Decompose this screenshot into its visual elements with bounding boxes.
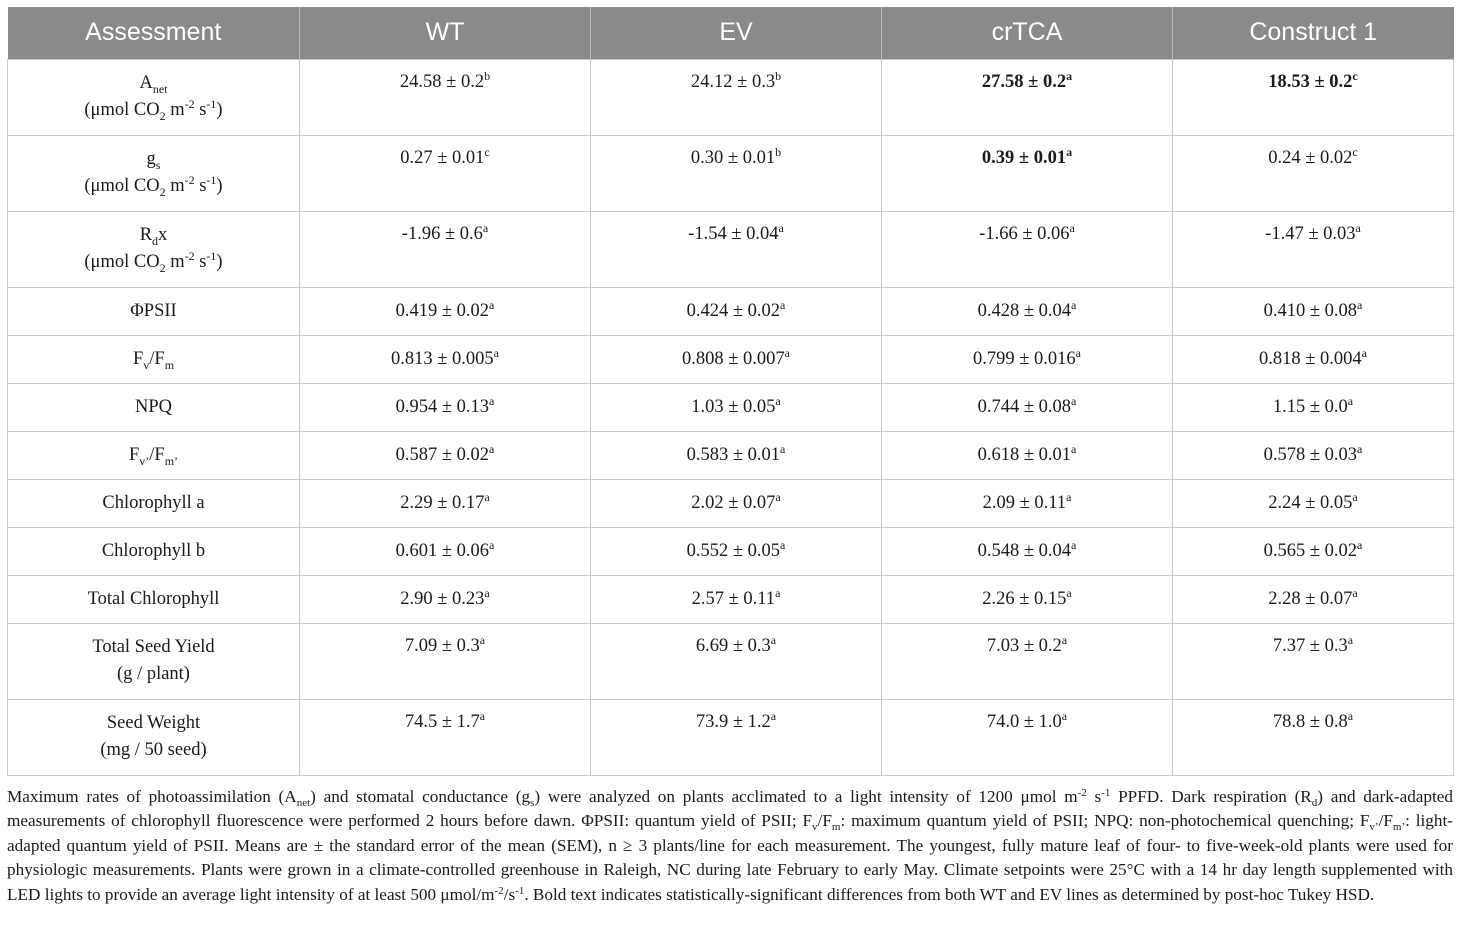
cell-letter: a [482, 220, 489, 235]
cell-letter: a [1071, 393, 1077, 408]
table-row [8, 479, 1454, 527]
cell-value: 0.410 ± 0.08 [1263, 300, 1358, 321]
cell-letter: a [784, 345, 790, 360]
cell-value: -1.54 ± 0.04 [688, 223, 779, 244]
cell-letter: c [484, 144, 490, 159]
header-crtca: crTCA [882, 7, 1173, 59]
cell-ev [591, 335, 882, 383]
label-tail: x [158, 224, 168, 245]
cell-value: 27.58 ± 0.2 [981, 71, 1067, 92]
cell-value: 0.565 ± 0.02 [1263, 540, 1358, 561]
footnote-text: . Bold text indicates statistically-significant differences from both WT and EV lines as determined by post-hoc Tukey HSD. [524, 884, 1375, 904]
cell-letter: a [780, 537, 786, 552]
cell-ev [591, 135, 882, 211]
unit-superscript: -1 [206, 172, 217, 187]
cell-ev [591, 623, 882, 699]
footnote-text: /F [817, 811, 832, 831]
cell-letter: a [1061, 708, 1068, 723]
unit-subscript: 2 [159, 108, 166, 123]
cell-value: 2.29 ± 0.17 [400, 492, 485, 513]
unit-text: ) [216, 175, 223, 196]
label-text: NPQ [134, 396, 172, 417]
table-footnote [7, 785, 1453, 907]
cell-value: 2.90 ± 0.23 [400, 588, 485, 609]
cell-wt [300, 479, 591, 527]
cell-letter: b [775, 144, 782, 159]
footnote-text: : light-adapted quantum yield of PSII. Means are ± the standard error of the mean (SEM), n ≥ 3 plants/line for each measurement. The youngest, fully mature leaf of four- to five-week-old plants were used for physiologic measurements. Plants were grown in a climate-controlled greenhouse in Raleigh, NC during late February to early May. Climate setpoints were 25°C with a 14 hr day length supplemented with LED lights to provide an average light intensity of at least 500 μmol/m [7, 811, 1453, 904]
label-subscript: d [152, 233, 159, 248]
cell-crtca [882, 623, 1173, 699]
cell-letter: a [1066, 68, 1073, 83]
row-label-rdx [8, 211, 300, 287]
cell-construct-1 [1173, 527, 1454, 575]
cell-construct-1 [1173, 479, 1454, 527]
cell-value: 0.552 ± 0.05 [686, 540, 781, 561]
label-subscript: s [155, 157, 161, 172]
cell-construct-1 [1173, 431, 1454, 479]
label-symbol: /F [149, 444, 165, 465]
row-label-npq [8, 383, 300, 431]
row-label-fv-prime-fm-prime [8, 431, 300, 479]
cell-crtca [882, 527, 1173, 575]
row-label-total-seed-yield [8, 623, 300, 699]
unit-text: (μmol CO [84, 99, 160, 120]
cell-letter: a [778, 220, 784, 235]
table-row [8, 211, 1454, 287]
footnote-subscript: net [296, 797, 311, 809]
cell-value: -1.96 ± 0.6 [401, 223, 483, 244]
table-row [8, 135, 1454, 211]
footnote-text: /F [1378, 811, 1393, 831]
cell-value: 1.15 ± 0.0 [1272, 396, 1348, 417]
label-unit: (mg / 50 seed) [100, 739, 207, 760]
cell-letter: a [1071, 441, 1077, 456]
table-row [8, 527, 1454, 575]
label-subscript: v’ [139, 453, 150, 468]
cell-value: 18.53 ± 0.2 [1268, 71, 1353, 92]
cell-construct-1 [1173, 135, 1454, 211]
cell-value: -1.47 ± 0.03 [1265, 223, 1356, 244]
cell-value: 0.587 ± 0.02 [395, 444, 490, 465]
cell-value: 2.57 ± 0.11 [691, 588, 776, 609]
unit-text: s [194, 251, 207, 272]
unit-superscript: -2 [184, 96, 195, 111]
footnote-subscript: m [831, 821, 841, 834]
label-symbol: g [146, 148, 156, 169]
header-construct-1: Construct 1 [1173, 7, 1454, 59]
cell-letter: a [1357, 537, 1363, 552]
cell-letter: a [489, 537, 495, 552]
cell-letter: a [775, 585, 781, 600]
cell-value: 7.03 ± 0.2 [986, 635, 1062, 656]
row-label-seed-weight [8, 699, 300, 775]
cell-letter: a [489, 441, 495, 456]
cell-value: 7.09 ± 0.3 [404, 635, 480, 656]
footnote-text: PPFD. Dark respiration (R [1110, 787, 1312, 806]
cell-ev [591, 575, 882, 623]
cell-crtca [882, 699, 1173, 775]
cell-construct-1 [1173, 699, 1454, 775]
cell-letter: a [775, 489, 781, 504]
cell-wt [300, 431, 591, 479]
results-table [7, 7, 1454, 776]
unit-text: (μmol CO [84, 175, 160, 196]
label-text: Total Seed Yield [92, 636, 215, 657]
cell-value: 0.618 ± 0.01 [977, 444, 1072, 465]
row-label-gs [8, 135, 300, 211]
cell-letter: b [775, 68, 782, 83]
cell-value: 2.28 ± 0.07 [1268, 588, 1353, 609]
unit-superscript: -1 [206, 96, 217, 111]
label-unit: (g / plant) [117, 663, 190, 684]
cell-crtca [882, 335, 1173, 383]
cell-ev [591, 59, 882, 135]
cell-letter: a [489, 297, 495, 312]
header-wt: WT [300, 7, 591, 59]
cell-construct-1 [1173, 335, 1454, 383]
cell-construct-1 [1173, 623, 1454, 699]
label-symbol: R [139, 224, 153, 245]
label-symbol: F [128, 444, 140, 465]
table-row [8, 575, 1454, 623]
footnote-superscript: -1 [515, 884, 525, 897]
cell-letter: a [1347, 632, 1354, 647]
cell-value: 0.424 ± 0.02 [686, 300, 781, 321]
footnote-subscript: d [1311, 797, 1318, 809]
footnote-text: Maximum rates of photoassimilation (A [7, 787, 297, 806]
label-text: Seed Weight [106, 712, 201, 733]
cell-value: 24.58 ± 0.2 [399, 71, 485, 92]
cell-value: 78.8 ± 0.8 [1272, 711, 1348, 732]
cell-wt [300, 335, 591, 383]
label-unit [8, 173, 299, 200]
footnote-subscript: v [812, 821, 818, 834]
unit-text: (μmol CO [84, 251, 160, 272]
label-unit [8, 97, 299, 124]
cell-value: 0.808 ± 0.007 [682, 348, 785, 369]
unit-text: s [194, 175, 207, 196]
label-line [8, 222, 299, 249]
cell-value: 0.39 ± 0.01 [981, 147, 1067, 168]
cell-crtca [882, 479, 1173, 527]
unit-text: m [165, 251, 185, 272]
cell-letter: a [479, 708, 486, 723]
unit-text: m [165, 175, 185, 196]
unit-text: ) [216, 251, 223, 272]
cell-letter: a [489, 393, 495, 408]
cell-letter: a [1061, 632, 1068, 647]
cell-wt [300, 383, 591, 431]
cell-crtca [882, 211, 1173, 287]
cell-value: 74.0 ± 1.0 [986, 711, 1062, 732]
cell-wt [300, 699, 591, 775]
cell-construct-1 [1173, 211, 1454, 287]
label-unit [8, 249, 299, 276]
label-text: Chlorophyll b [101, 540, 206, 561]
unit-text: s [194, 99, 207, 120]
unit-superscript: -1 [206, 248, 217, 263]
header-ev: EV [591, 7, 882, 59]
footnote-superscript: -2 [1077, 787, 1087, 799]
cell-value: 1.03 ± 0.05 [691, 396, 776, 417]
row-label-chlorophyll-a [8, 479, 300, 527]
cell-construct-1 [1173, 383, 1454, 431]
cell-value: -1.66 ± 0.06 [979, 223, 1070, 244]
cell-letter: a [1075, 345, 1081, 360]
footnote-text: ) were analyzed on plants acclimated to a light intensity of 1200 μmol m [534, 787, 1078, 806]
cell-construct-1 [1173, 287, 1454, 335]
cell-letter: a [1352, 489, 1358, 504]
table-row [8, 335, 1454, 383]
cell-value: 2.26 ± 0.15 [982, 588, 1067, 609]
footnote-superscript: -1 [1101, 787, 1111, 799]
cell-crtca [882, 575, 1173, 623]
cell-letter: a [780, 441, 786, 456]
unit-superscript: -2 [184, 248, 195, 263]
cell-letter: a [479, 632, 486, 647]
cell-letter: a [1071, 537, 1077, 552]
unit-subscript: 2 [159, 260, 166, 275]
cell-value: 0.578 ± 0.03 [1263, 444, 1358, 465]
cell-value: 74.5 ± 1.7 [404, 711, 480, 732]
cell-letter: a [1347, 393, 1354, 408]
cell-crtca [882, 135, 1173, 211]
cell-value: 0.954 ± 0.13 [395, 396, 490, 417]
label-subscript: net [152, 81, 168, 96]
cell-letter: a [770, 708, 777, 723]
cell-ev [591, 383, 882, 431]
cell-value: 0.601 ± 0.06 [395, 540, 490, 561]
cell-ev [591, 431, 882, 479]
label-symbol: /F [149, 348, 165, 369]
cell-letter: a [484, 585, 490, 600]
footnote-subscript: s [530, 797, 535, 809]
table-row [8, 383, 1454, 431]
label-subscript: m [164, 357, 175, 372]
cell-value: 0.813 ± 0.005 [391, 348, 494, 369]
cell-letter: a [775, 393, 781, 408]
unit-text: ) [216, 99, 223, 120]
table-row [8, 287, 1454, 335]
cell-ev [591, 527, 882, 575]
cell-letter: a [1347, 708, 1354, 723]
cell-letter: a [780, 297, 786, 312]
cell-wt [300, 575, 591, 623]
cell-ev [591, 287, 882, 335]
cell-letter: a [770, 632, 777, 647]
cell-letter: a [1066, 585, 1072, 600]
label-line [8, 146, 299, 173]
cell-wt [300, 527, 591, 575]
label-line [8, 70, 299, 97]
cell-ev [591, 479, 882, 527]
table-header-row [8, 7, 1454, 59]
cell-wt [300, 211, 591, 287]
cell-construct-1 [1173, 575, 1454, 623]
label-symbol: F [132, 348, 144, 369]
cell-wt [300, 135, 591, 211]
cell-letter: a [1071, 297, 1077, 312]
results-table-container [7, 7, 1453, 776]
cell-ev [591, 211, 882, 287]
footnote-text: ) and dark-adapted measurements of chlorophyll fluorescence were performed 2 hours before dawn. ΦPSII: quantum yield of PSII; F [7, 787, 1454, 831]
cell-crtca [882, 383, 1173, 431]
cell-crtca [882, 287, 1173, 335]
cell-letter: a [493, 345, 499, 360]
unit-superscript: -2 [184, 172, 195, 187]
row-label-anet [8, 59, 300, 135]
cell-value: 0.799 ± 0.016 [973, 348, 1076, 369]
label-symbol: A [139, 72, 153, 93]
cell-letter: a [1357, 441, 1363, 456]
cell-value: 0.428 ± 0.04 [977, 300, 1072, 321]
table-row [8, 699, 1454, 775]
cell-value: 0.419 ± 0.02 [395, 300, 490, 321]
cell-wt [300, 287, 591, 335]
cell-letter: a [1357, 297, 1363, 312]
row-label-chlorophyll-b [8, 527, 300, 575]
cell-value: 2.02 ± 0.07 [691, 492, 776, 513]
cell-letter: a [1066, 489, 1072, 504]
footnote-subscript: v’ [1369, 821, 1379, 834]
cell-letter: a [1352, 585, 1358, 600]
row-label-total-chlorophyll [8, 575, 300, 623]
cell-ev [591, 699, 882, 775]
unit-subscript: 2 [159, 184, 166, 199]
unit-text: m [165, 99, 185, 120]
label-subscript: m’ [164, 453, 179, 468]
footnote-text: s [1086, 787, 1102, 806]
cell-crtca [882, 59, 1173, 135]
cell-value: 0.27 ± 0.01 [400, 147, 485, 168]
footnote-text: /s [503, 884, 516, 904]
cell-wt [300, 59, 591, 135]
cell-letter: c [1352, 68, 1358, 83]
cell-crtca [882, 431, 1173, 479]
cell-value: 0.30 ± 0.01 [690, 147, 776, 168]
cell-letter: a [1069, 220, 1075, 235]
cell-letter: b [484, 68, 491, 83]
row-label-fv-fm [8, 335, 300, 383]
cell-value: 73.9 ± 1.2 [695, 711, 771, 732]
row-label-phipsii [8, 287, 300, 335]
cell-value: 0.24 ± 0.02 [1268, 147, 1353, 168]
label-text: ΦPSII [130, 300, 177, 321]
cell-value: 0.744 ± 0.08 [977, 396, 1072, 417]
table-row [8, 431, 1454, 479]
footnote-superscript: -2 [494, 884, 504, 897]
cell-construct-1 [1173, 59, 1454, 135]
table-row [8, 623, 1454, 699]
footnote-text: : maximum quantum yield of PSII; NPQ: non-photochemical quenching; F [840, 811, 1370, 831]
cell-value: 0.548 ± 0.04 [977, 540, 1072, 561]
label-text: Total Chlorophyll [87, 588, 220, 609]
cell-value: 24.12 ± 0.3 [690, 71, 776, 92]
cell-letter: c [1352, 144, 1358, 159]
cell-letter: a [1361, 345, 1367, 360]
cell-value: 2.09 ± 0.11 [982, 492, 1067, 513]
label-subscript: v [143, 357, 150, 372]
cell-letter: a [484, 489, 490, 504]
footnote-text: ) and stomatal conductance (g [310, 787, 531, 806]
cell-letter: a [1066, 144, 1073, 159]
cell-value: 2.24 ± 0.05 [1268, 492, 1353, 513]
cell-value: 0.583 ± 0.01 [686, 444, 781, 465]
cell-letter: a [1355, 220, 1361, 235]
cell-value: 7.37 ± 0.3 [1272, 635, 1348, 656]
table-row [8, 59, 1454, 135]
header-assessment: Assessment [85, 18, 222, 47]
footnote-subscript: m’ [1392, 821, 1406, 834]
cell-value: 0.818 ± 0.004 [1259, 348, 1362, 369]
cell-value: 6.69 ± 0.3 [695, 635, 771, 656]
label-text: Chlorophyll a [102, 492, 205, 513]
cell-wt [300, 623, 591, 699]
